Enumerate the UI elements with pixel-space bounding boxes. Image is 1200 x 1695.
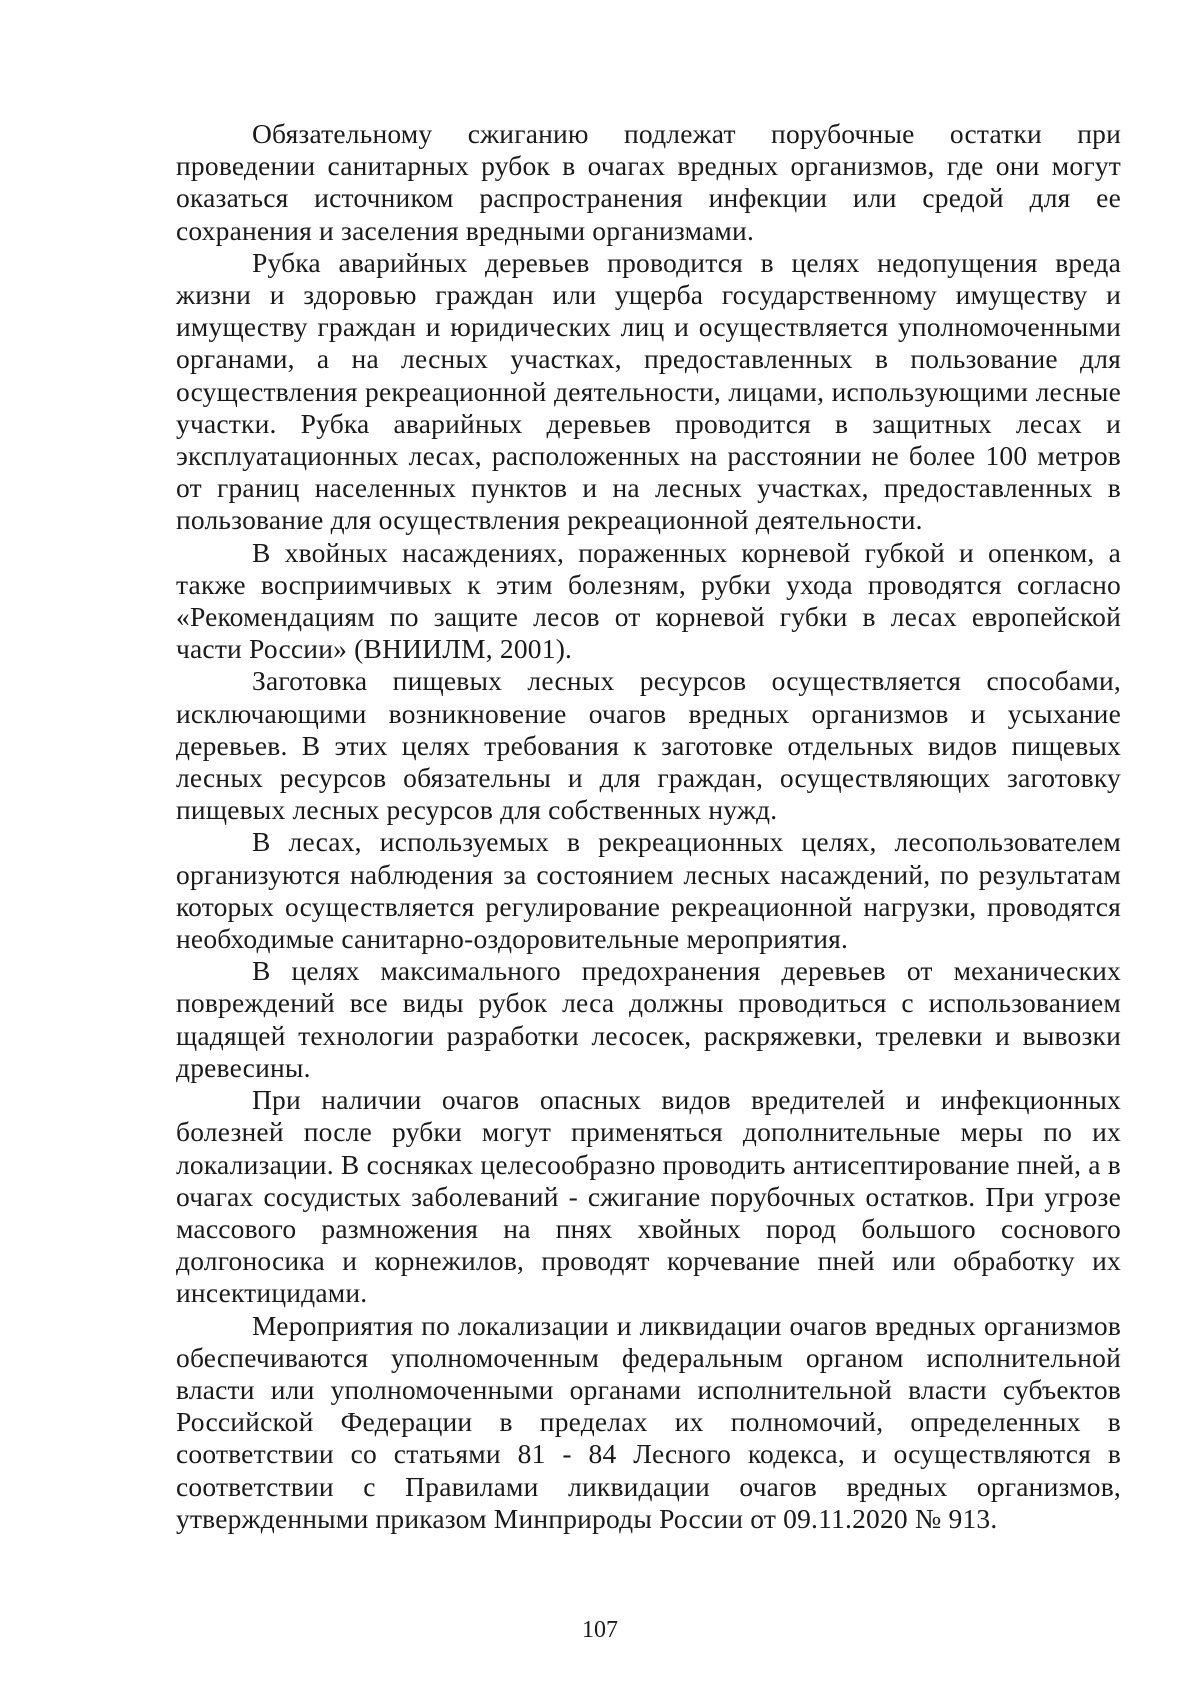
page-number: 107 [582,1617,618,1643]
paragraph-mechanical-damage: В целях максимального предохранения деревьев от механических повреждений все виды рубок леса должны проводиться с использованием щадящей технологии разработки лесосек, раскряжевки, трелевки и вывозки древесины. [176,955,1121,1083]
paragraph-liquidation-measures: Мероприятия по локализации и ликвидации очагов вредных организмов обеспечиваются уполномоченным федеральным органом исполнительной власти или уполномоченными органами исполнительной власти субъектов Российской Федерации в пределах их полномочий, определенных в соответствии со статьями 81 - 84 Лесного кодекса, и осуществляются в соответствии с Правилами ликвидации очагов вредных организмов, утвержденными приказом Минприроды России от 09.11.2020 № 913. [176,1309,1121,1534]
paragraph-conifer-stands: В хвойных насаждениях, пораженных корневой губкой и опенком, а также восприимчивых к этим болезням, рубки ухода проводятся согласно «Рекомендациям по защите лесов от корневой губки в лесах европейской части России» (ВНИИЛМ, 2001). [176,536,1121,665]
paragraph-burning-residues: Обязательному сжиганию подлежат порубочные остатки при проведении санитарных рубок в очагах вредных организмов, где они могут оказаться источником распространения инфекции или средой для ее сохранения и заселения вредными организмами. [176,118,1121,246]
paragraph-pest-localization: При наличии очагов опасных видов вредителей и инфекционных болезней после рубки могут применяться дополнительные меры по их локализации. В сосняках целесообразно проводить антисептирование пней, а в очагах сосудистых заболеваний - сжигание порубочных остатков. При угрозе массового размножения на пнях хвойных пород большого соснового долгоносика и корнежилов, проводят корчевание пней или обработку их инсектицидами. [176,1084,1121,1309]
paragraph-recreational-forests: В лесах, используемых в рекреационных целях, лесопользователем организуются наблюдения за состоянием лесных насаждений, по результатам которых осуществляется регулирование рекреационной нагрузки, проводятся необходимые санитарно-оздоровительные мероприятия. [176,826,1121,955]
body-text [176,118,1121,1535]
paragraph-food-resources: Заготовка пищевых лесных ресурсов осуществляется способами, исключающими возникновение очагов вредных организмов и усыхание деревьев. В этих целях требования к заготовке отдельных видов пищевых лесных ресурсов обязательны и для граждан, осуществляющих заготовку пищевых лесных ресурсов для собственных нужд. [176,665,1121,826]
paragraph-emergency-trees: Рубка аварийных деревьев проводится в целях недопущения вреда жизни и здоровью граждан или ущерба государственному имуществу и имуществу граждан и юридических лиц и осуществляется уполномоченными органами, а на лесных участках, предоставленных в пользование для осуществления рекреационной деятельности, лицами, использующими лесные участки. Рубка аварийных деревьев проводится в защитных лесах и эксплуатационных лесах, расположенных на расстоянии не более 100 метров от границ населенных пунктов и на лесных участках, предоставленных в пользование для осуществления рекреационной деятельности. [176,246,1121,536]
